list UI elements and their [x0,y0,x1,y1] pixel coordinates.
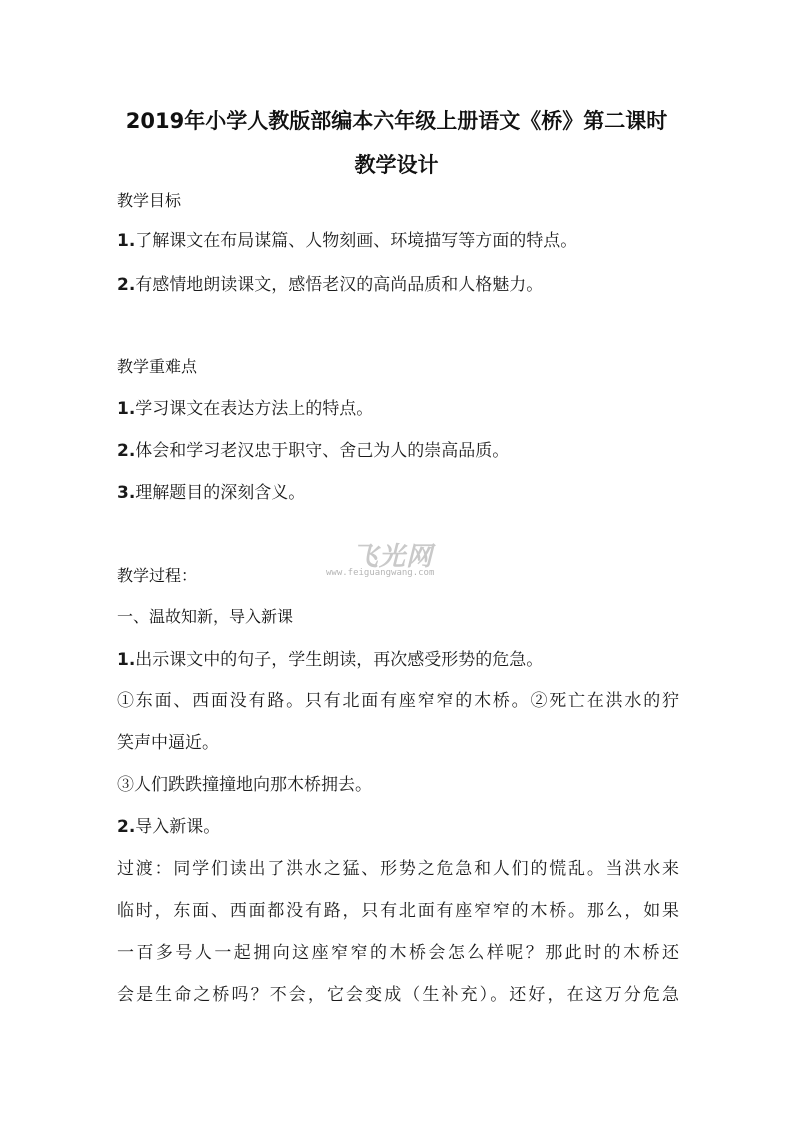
objective-item-2 [117,274,679,296]
quote1-line1: ①东面、西面没有路。只有北面有座窄窄的木桥。②死亡在洪水的狞 [117,691,679,711]
key-points-heading: 教学重难点 [117,357,198,376]
key-point-item-1 [117,398,679,420]
key-point-item-1-text: 学习课文在表达方法上的特点。 [135,399,374,419]
process-step-2-text: 导入新课。 [135,817,221,837]
process-step-1-num: 1. [117,650,136,670]
objective-item-1-num: 1. [117,231,136,251]
objective-item-2-text: 有感情地朗读课文，感悟老汉的高尚品质和人格魅力。 [135,275,544,295]
process-step-1-text: 出示课文中的句子，学生朗读，再次感受形势的危急。 [135,650,544,670]
objective-item-1 [117,230,679,252]
transition-line-1: 过渡：同学们读出了洪水之猛、形势之危急和人们的慌乱。当洪水来 [117,859,679,879]
watermark-url: www.feiguangwang.com [326,568,435,578]
document-title-line2: 教学设计 [354,153,439,177]
transition-line-2: 临时，东面、西面都没有路，只有北面有座窄窄的木桥。那么，如果 [117,901,679,921]
transition-line-4: 会是生命之桥吗？不会，它会变成（生补充）。还好，在这万分危急 [117,985,679,1005]
process-step-2-num: 2. [117,817,136,837]
watermark-logo: 飞光网 [352,542,434,572]
quote2: ③人们跌跌撞撞地向那木桥拥去。 [117,775,372,795]
process-step-1 [117,649,679,671]
process-heading: 教学过程： [117,566,198,585]
key-point-item-3-num: 3. [117,483,136,503]
document-title-line1: 2019年小学人教版部编本六年级上册语文《桥》第二课时 [125,109,668,133]
section1-heading: 一、温故知新，导入新课 [117,607,294,626]
key-point-item-2-text: 体会和学习老汉忠于职守、舍己为人的崇高品质。 [135,441,510,461]
quote1-line2: 笑声中逼近。 [117,733,219,753]
key-point-item-2 [117,440,679,462]
key-point-item-1-num: 1. [117,399,136,419]
objective-item-1-text: 了解课文在布局谋篇、人物刻画、环境描写等方面的特点。 [135,231,578,251]
key-point-item-2-num: 2. [117,441,136,461]
process-step-2 [117,816,679,838]
objectives-heading: 教学目标 [117,191,182,210]
objective-item-2-num: 2. [117,275,136,295]
transition-line-3: 一百多号人一起拥向这座窄窄的木桥会怎么样呢？那此时的木桥还 [117,943,679,963]
key-point-item-3-text: 理解题目的深刻含义。 [135,483,306,503]
key-point-item-3 [117,482,679,504]
